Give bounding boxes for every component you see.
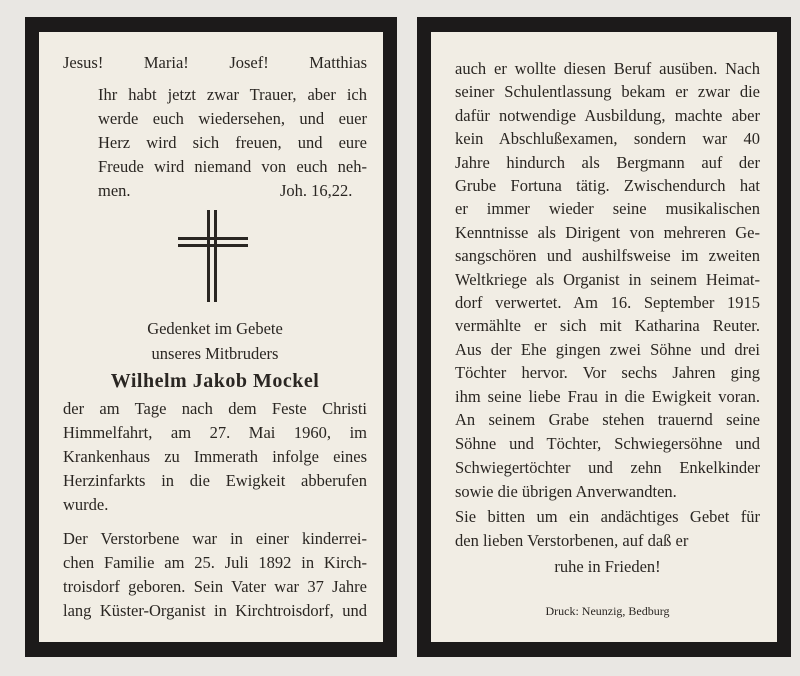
text-line: auch er wollte diesen Beruf ausüben. Nach — [455, 59, 760, 78]
text-line: lang Küster-Organist in Kirchtroisdorf, und — [63, 601, 367, 620]
text-line: dafür notwendige Ausbildung, machte aber — [455, 105, 760, 125]
verse-line: Herz wird sich freuen, und eure — [98, 133, 367, 152]
verse-line: werde euch wiedersehen, und euer — [98, 109, 367, 128]
text-line: Söhne und Töchter, Schwiegersöhne und — [455, 434, 760, 453]
text-line: Jahre hindurch als Bergmann auf der — [455, 152, 760, 172]
text-line: Der Verstorbene war in einer kinderrei- — [63, 529, 367, 548]
header-word: Josef! — [229, 53, 269, 72]
text-line: Himmelfahrt, am 27. Mai 1960, im — [63, 423, 367, 442]
printer-credit: Druck: Neunzig, Bedburg — [545, 604, 670, 618]
text-line: sowie die übrigen Anverwandten. — [455, 482, 677, 501]
text-line: Töchter hervor. Vor sechs Jahren ging — [455, 363, 760, 383]
text-line: den lieben Verstorbenen, auf daß er — [455, 531, 689, 550]
text-line: wurde. — [63, 495, 109, 514]
header-word: Jesus! — [63, 53, 104, 72]
text-line: chen Familie am 25. Juli 1892 in Kirch- — [63, 553, 367, 572]
text-line: Krankenhaus zu Immerath infolge eines — [63, 447, 367, 466]
text-line: dorf verwertet. Am 16. September 1915 — [455, 293, 760, 312]
header-row — [63, 52, 367, 74]
text-line: Weltkriege als Organist in seinem Heimat- — [455, 269, 760, 289]
verse-line: Freude wird niemand von euch neh- — [98, 157, 367, 176]
text-line: er immer wieder seine musikalischen — [455, 199, 760, 219]
text-line: seiner Schulentlassung bekam er zwar die — [455, 82, 760, 102]
text-line: Aus der Ehe gingen zwei Söhne und drei — [455, 339, 760, 359]
prayer-line: Gedenket im Gebete — [147, 319, 283, 338]
header-word: Matthias — [309, 53, 367, 72]
text-line: ihm seine liebe Frau in die Ewigkeit voran. — [455, 386, 760, 406]
cross-icon — [178, 210, 248, 302]
deceased-name: Wilhelm Jakob Mockel — [110, 370, 320, 392]
prayer-line: unseres Mitbruders — [151, 344, 279, 363]
text-line: vermählte er sich mit Katharina Reuter. — [455, 316, 760, 336]
text-line: Herzinfarkts in die Ewigkeit abberufen — [63, 471, 367, 490]
verse-reference: Joh. 16,22. — [280, 181, 353, 200]
text-line: Sie bitten um ein andächtiges Gebet für — [455, 507, 760, 526]
text-line: Grube Fortuna tätig. Zwischendurch hat — [455, 176, 760, 195]
verse-line: men. — [98, 181, 131, 200]
text-line: sangschören und aushilfsweise im zweiten — [455, 246, 760, 266]
text-line: An seinem Grabe stehen trauernd seine — [455, 410, 760, 429]
header-word: Maria! — [143, 53, 189, 72]
text-line: Kenntnisse als Dirigent von mehreren Ge- — [455, 222, 760, 242]
text-line: der am Tage nach dem Feste Christi — [63, 399, 367, 418]
closing-line: ruhe in Frieden! — [554, 557, 661, 576]
text-line: kein Abschlußexamen, sondern war 40 — [455, 129, 760, 149]
verse-line: Ihr habt jetzt zwar Trauer, aber ich — [98, 85, 367, 104]
text-line: Schwiegertöchter und zehn Enkelkinder — [455, 458, 760, 477]
text-line: troisdorf geboren. Sein Vater war 37 Jahre — [63, 577, 367, 596]
